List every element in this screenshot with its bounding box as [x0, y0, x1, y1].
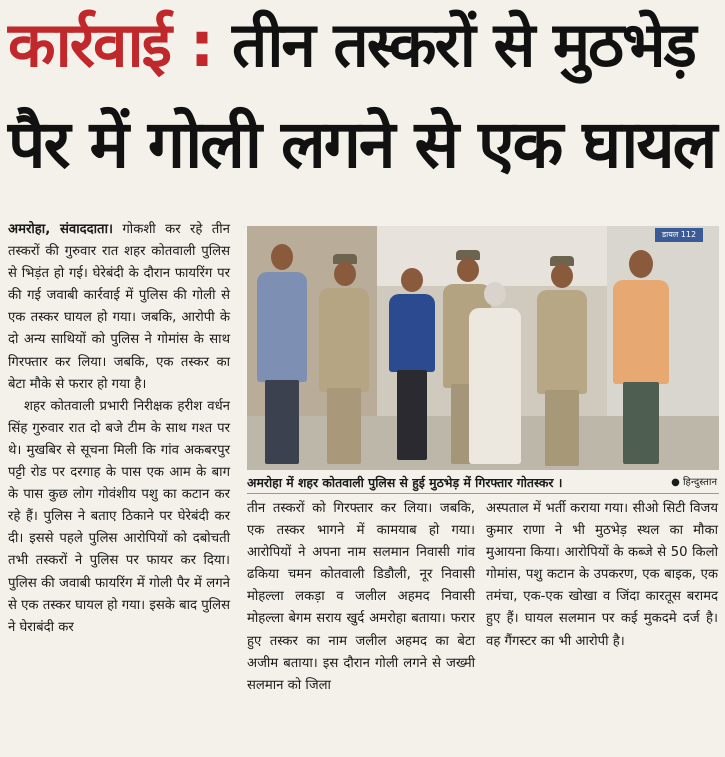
article-column-3: [486, 498, 718, 653]
article-paragraph-3: तीन तस्करों को गिरफ्तार कर लिया। जबकि, एक तस्कर भागने में कामयाब हो गया। आरोपियों ने अपना नाम सलमान निवासी गांव ढकिया चमन कोतवाली डिडौली, नूर निवासी मोहल्ला लकड़ा व जलील अहमद निवासी मोहल्ला बेगम सराय खुर्द अमरोहा बताया। फरार हुए तस्कर का नाम जलील अहमद का बेटा अजीम बताया। इस दौरान गोली लगने से जख्मी सलमान को जिला: [247, 501, 475, 693]
person-7: [613, 250, 669, 470]
person-5: [469, 282, 521, 470]
photo-caption: [247, 474, 719, 492]
news-photo: [247, 226, 719, 470]
headline-main: तीन तस्करों से मुठभेड़: [231, 8, 695, 81]
article-paragraph-4: अस्पताल में भर्ती कराया गया। सीओ सिटी विजय कुमार राणा ने भी मुठभेड़ स्थल का मौका मुआयना किया। आरोपियों के कब्जे से 50 किलो गोमांस, पशु कटान के उपकरण, एक बाइक, एक तमंचा, एक-एक खोखा व जिंदा कारतूस बरामद हुए हैं। घायल सलमान पर कई मुकदमे दर्ज है। वह गैंगस्टर का भी आरोपी है।: [486, 501, 718, 649]
article-column-2: [247, 498, 475, 697]
dateline: अमरोहा, संवाददाता।: [8, 222, 113, 237]
caption-text: अमरोहा में शहर कोतवाली पुलिस से हुई मुठभेड़ में गिरफ्तार गोतस्कर ।: [247, 475, 563, 490]
caption-divider: [247, 493, 719, 494]
person-2: [319, 254, 369, 470]
photo-credit: ● हिन्दुस्तान: [671, 477, 717, 488]
person-3: [389, 268, 435, 470]
article-paragraph-1: [8, 219, 230, 396]
paragraph-1-text: गोकशी कर रहे तीन तस्करों की गुरुवार रात शहर कोतवाली पुलिस से भिड़ंत हो गई। घेरेबंदी के दौरान फायरिंग पर की गई जवाबी कार्रवाई में पुलिस की गोली से एक तस्कर घायल हो गया। जबकि, आरोपी के दो अन्य साथियों को पुलिस ने गोमांस के साथ गिरफ्तार कर लिया। जबकि, एक तस्कर का बेटा मौके से फरार हो गया है।: [8, 222, 230, 392]
photo-board: डायल 112: [655, 228, 703, 242]
headline-line-1: [8, 8, 720, 81]
person-6: [537, 256, 587, 470]
article-paragraph-2: शहर कोतवाली प्रभारी निरीक्षक हरीश वर्धन सिंह गुरुवार रात दो बजे टीम के साथ गश्त पर थे। मुखबिर से सूचना मिली कि गांव अकबरपुर पट्टी रोड पर दरगाह के पास एक आम के बाग के पास कुछ लोग गोवंशीय पशु का कटान कर रहे हैं। पुलिस ने बताए ठिकाने पर घेरेबंदी कर दी। इससे पहले पुलिस आरोपियों को दबोचती तभी तस्करों ने पुलिस पर फायर कर दिया। पुलिस की जवाबी फायरिंग में गोली पैर में लगने से एक तस्कर घायल हो गया। इसके बाद पुलिस ने घेराबंदी कर: [8, 398, 230, 635]
headline-line-2: पैर में गोली लगने से एक घायल: [8, 106, 716, 183]
headline-label: कार्रवाई :: [8, 8, 213, 81]
person-1: [257, 244, 307, 470]
article-column-1: [8, 219, 230, 639]
